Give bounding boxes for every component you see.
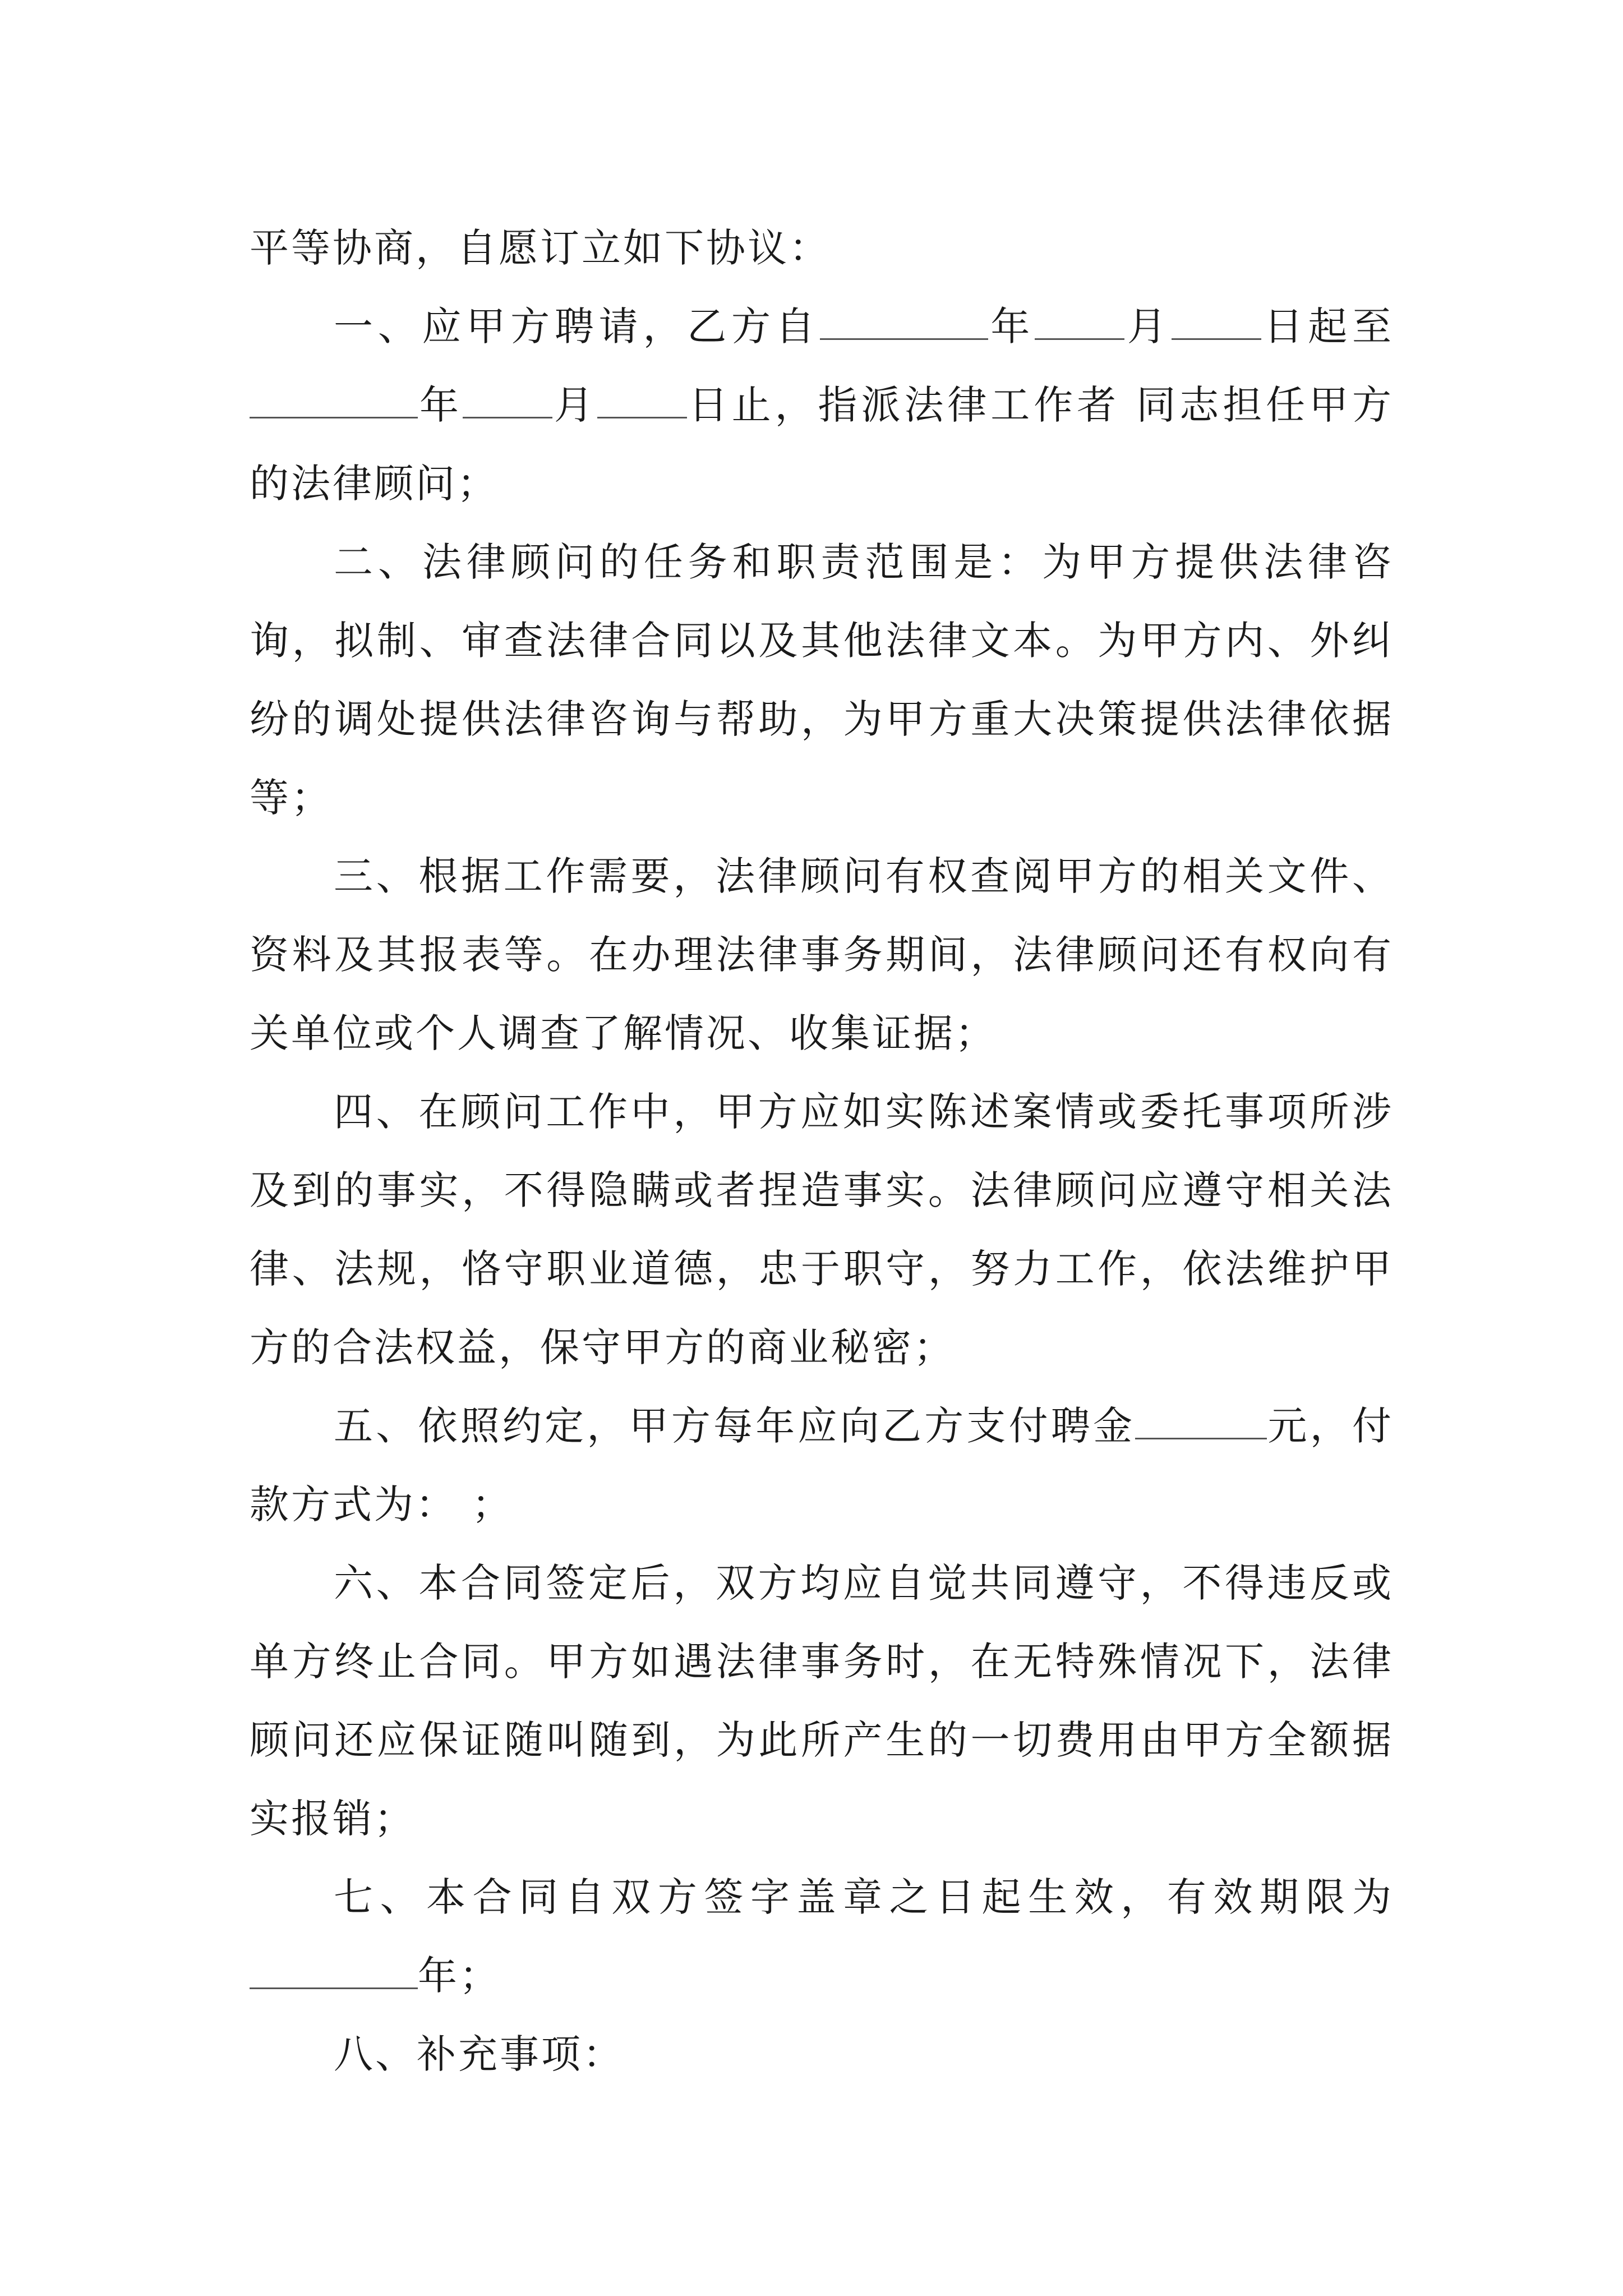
clause-3 bbox=[250, 837, 1394, 1073]
clause-1 bbox=[250, 287, 1394, 523]
end-year-blank bbox=[250, 382, 418, 418]
start-year-blank bbox=[820, 303, 988, 340]
clause-2 bbox=[250, 523, 1394, 837]
clause-3-text: 三、根据工作需要，法律顾问有权查阅甲方的相关文件、资料及其报表等。在办理法律事务期间，法律顾问还有权向有关单位或个人调查了解情况、收集证据； bbox=[250, 853, 1394, 1056]
clause-1-text-e: 年 bbox=[418, 382, 463, 428]
clause-4 bbox=[250, 1073, 1394, 1387]
validity-years-blank bbox=[250, 1953, 418, 1989]
clause-1-text-a: 一、应甲方聘请，乙方自 bbox=[334, 303, 820, 349]
clause-7-text-b: 年； bbox=[418, 1953, 501, 1999]
clause-1-text-b: 年 bbox=[988, 303, 1035, 349]
clause-4-text: 四、在顾问工作中，甲方应如实陈述案情或委托事项所涉及到的事实，不得隐瞒或者捏造事实。法律顾问应遵守相关法律、法规，恪守职业道德，忠于职守，努力工作，依法维护甲方的合法权益，保守甲方的商业秘密； bbox=[250, 1089, 1394, 1370]
start-day-blank bbox=[1172, 303, 1261, 340]
intro-text: 平等协商，自愿订立如下协议： bbox=[250, 225, 831, 271]
fee-amount-blank bbox=[1135, 1403, 1267, 1439]
clause-1-text-c: 月 bbox=[1124, 303, 1172, 349]
clause-1-text-d: 日起至 bbox=[1261, 303, 1394, 349]
clause-5-text-b: 元，付款方式为： ； bbox=[250, 1403, 1394, 1527]
clause-2-text: 二、法律顾问的任务和职责范围是：为甲方提供法律咨询，拟制、审查法律合同以及其他法律文本。为甲方内、外纠纷的调处提供法律咨询与帮助，为甲方重大决策提供法律依据等； bbox=[250, 539, 1394, 821]
end-month-blank bbox=[463, 382, 552, 418]
clause-8-text: 八、补充事项： bbox=[334, 2031, 624, 2077]
clause-7-text-a: 七、本合同自双方签字盖章之日起生效，有效期限为 bbox=[334, 1874, 1394, 1920]
clause-6 bbox=[250, 1544, 1394, 1858]
paragraph-intro bbox=[250, 209, 1394, 287]
clause-1-text-f: 月 bbox=[552, 382, 597, 428]
clause-1-text-g: 日止，指派法律工作者 同志担任甲方的法律顾问； bbox=[250, 382, 1394, 507]
clause-5-text-a: 五、依照约定，甲方每年应向乙方支付聘金 bbox=[334, 1403, 1136, 1449]
document-body bbox=[250, 209, 1394, 2093]
clause-6-text: 六、本合同签定后，双方均应自觉共同遵守，不得违反或单方终止合同。甲方如遇法律事务时，在无特殊情况下，法律顾问还应保证随叫随到，为此所产生的一切费用由甲方全额据实报销； bbox=[250, 1560, 1394, 1842]
end-day-blank bbox=[597, 382, 687, 418]
clause-5 bbox=[250, 1387, 1394, 1544]
start-month-blank bbox=[1035, 303, 1124, 340]
clause-7 bbox=[250, 1858, 1394, 2015]
clause-8 bbox=[250, 2015, 1394, 2093]
